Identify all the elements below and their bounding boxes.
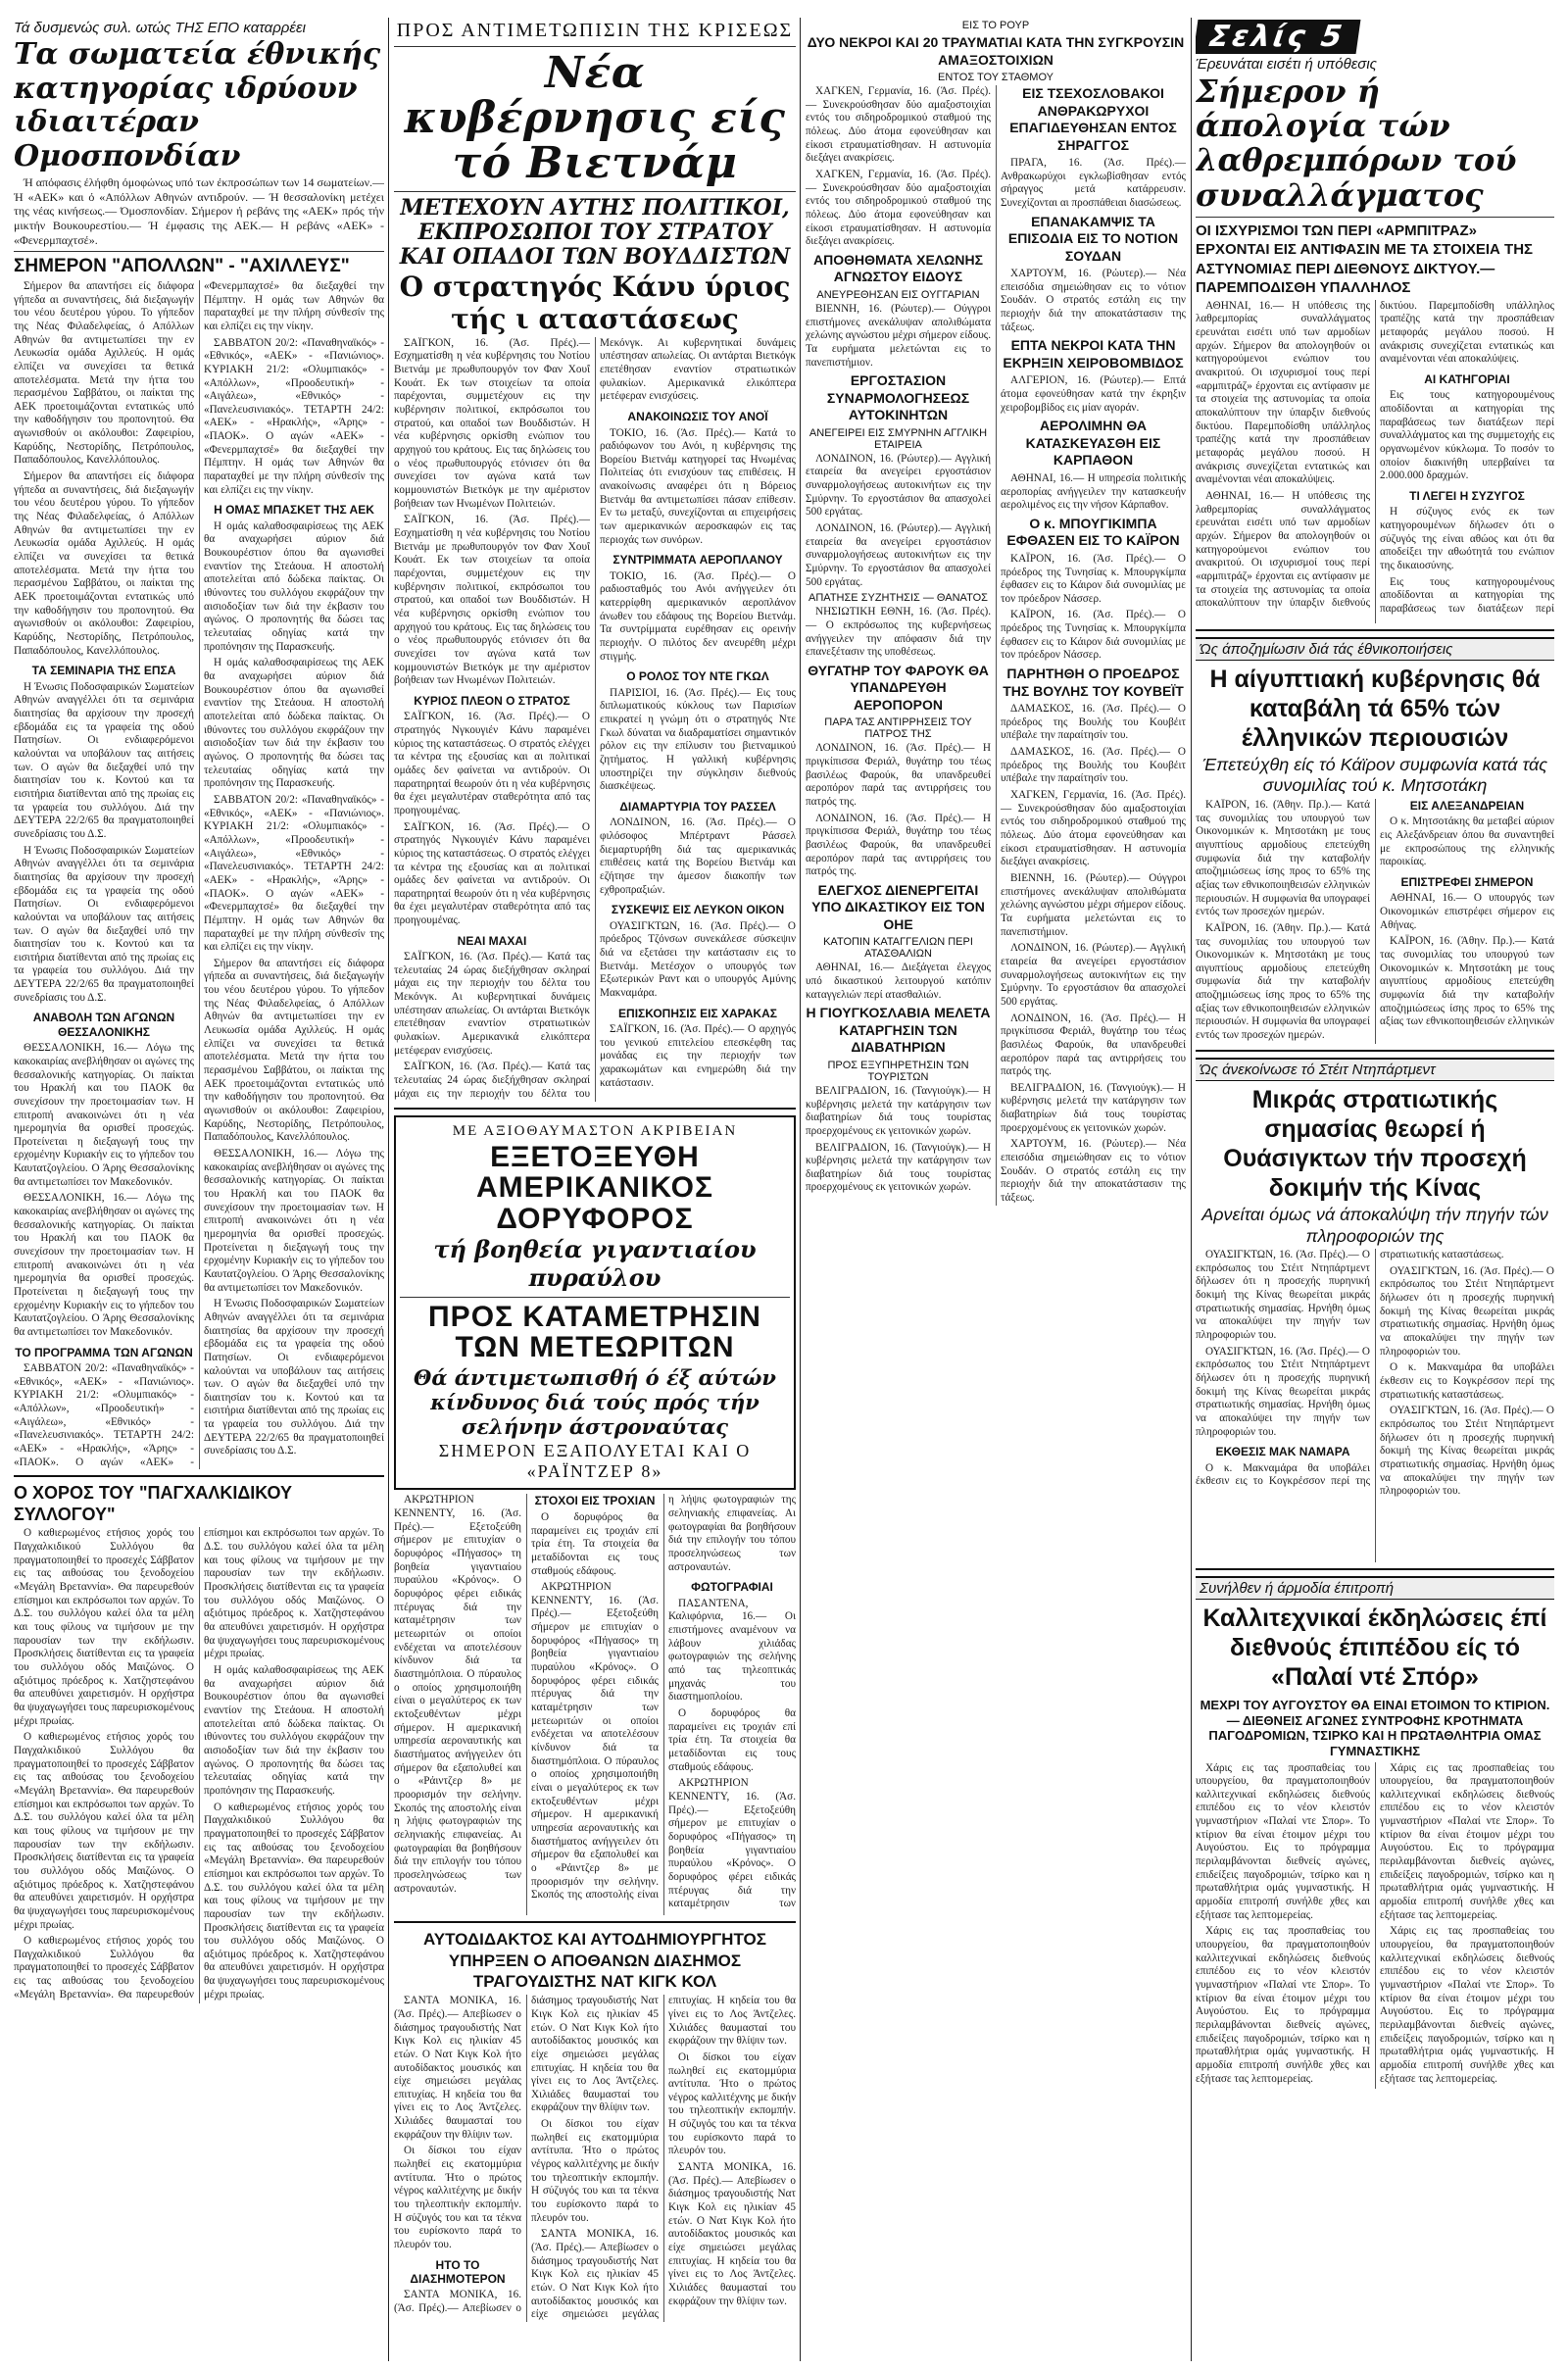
sports-column (14, 18, 384, 2361)
paragraph: ΣΑΒΒΑΤΟΝ 20/2: «Παναθηναϊκός» - «Εθνικός», «ΑΕΚ» - «Πανιώνιος». ΚΥΡΙΑΚΗ 21/2: «Ολυμπιακός» - «Απόλλων», «Προοδευτική» - «Αιγάλεω», «Εθνικός» - «Πανελευσινιακός». ΤΕΤΑΡΤΗ 24/2: «ΑΕΚ» - «Ηρακλής», «Άρης» - «ΠΑΟΚ». Ο αγών «ΑΕΚ» - «Φενερμπαχτσέ» θα διεξαχθεί την Πέμπτην. Η ομάς των Αθηνών θα παραταχθεί με την πλήρη σύνθεσίν της και ελπίζει εις την νίκην. (14, 279, 384, 1468)
paragraph: ΔΑΜΑΣΚΟΣ, 16. (Άσ. Πρές).— Ο πρόεδρος της Βουλής του Κουβέιτ υπέβαλε την παραίτησίν του. (1001, 703, 1186, 742)
subheadline: ΕΝΤΟΣ ΤΟΥ ΣΤΑΘΜΟΥ (938, 72, 1054, 83)
subheadline: Ο στρατηγός Κάνυ ύριος τής ι αταστάσεως (399, 271, 791, 335)
headline: Καλλιτεχνικαί έκδηλώσεις έπί διεθνούς έπιπέδου είς τό «Παλαί ντέ Σπόρ» (1202, 1605, 1547, 1692)
paragraph: ΟΥΑΣΙΓΚΤΩΝ, 16. (Άσ. Πρές).— Ο εκπρόσωπος του Στέιτ Ντηπάρτμεντ δήλωσεν ότι η προσεχής πυρηνική δοκιμή της Κίνας θεωρείται μικράς στρατιωτικής σημασίας. Ηρνήθη όμως να αποκαλύψει την πηγήν των πληροφοριών του. (1196, 1345, 1370, 1438)
kicker: Συνήλθεν ή άρμοδία έπιτροπή (1196, 1576, 1554, 1600)
paragraph: ΠΡΑΓΑ, 16. (Άσ. Πρές).— Ανθρακωρύχοι εγκλωβίσθησαν εντός σήραγγος μετά κατάρρευσιν. Συνεχίζονται αι προσπάθειαι διασώσεως. (1001, 157, 1186, 209)
paragraph: ΑΘΗΝΑΙ, 16.— Η υπόθεσις της λαθρεμπορίας συναλλάγματος ερευνάται εισέτι υπό των αρμοδίων αρχών. Σήμερον θα απολογηθούν οι κατηγορούμενοι ενώπιον του ανακριτού. Οι ισχυρισμοί τους περί «αρμπιτράζ» έρχονται εις αντίφασιν με τα στοιχεία της αστυνομίας τα οποία αποκαλύπτουν την ύπαρξιν διεθνούς δικτύου. Παρεμποδίσθη υπάλληλος τραπέζης κατά την προσπάθειαν μεταφοράς μεγάλου ποσού. Η ανάκρισις συνεχίζεται εντατικώς και αναμένονται νέαι αποκαλύψεις. (1196, 299, 1370, 486)
article-body (1196, 1762, 1554, 2090)
paragraph: ΑΚΡΩΤΗΡΙΟΝ ΚΕΝΝΕΝΤΥ, 16. (Άσ. Πρές).— Εξετοξεύθη σήμερον με επιτυχίαν ο δορυφόρος «Πήγασος» τη βοηθεία γιγαντιαίου πυραύλου «Κρόνος». Ο δορυφόρος φέρει ειδικάς πτέρυγας διά την καταμέτρησιν των μετεωριτών οι οποίοι ενδέχεται να αποτελέσουν κίνδυνον διά τα διαστημόπλοια. Ο πύραυλος ο οποίος χρησιμοποιήθη είναι ο μεγαλύτερος εκ των εκτοξευθέντων μέχρι σήμερον. Η αμερικανική υπηρεσία αεροναυτικής και διαστήματος ανήγγειλεν ότι σήμερον θα εξαπολυθεί και ο «Ράιντζερ 8» με προορισμόν την σελήνην. Σκοπός της αποστολής είναι η λήψις φωτογραφιών της σεληνιακής επιφανείας. Αι φωτογραφίαι θα βοηθήσουν διά την επιλογήν του τόπου προσεληνώσεως των αστροναυτών. (394, 1494, 521, 1895)
article-body (394, 1995, 796, 2322)
paragraph: Ο καθιερωμένος ετήσιος χορός του Παγχαλκιδικού Συλλόγου θα πραγματοποιηθεί το προσεχές Σάββατον εις τας αιθούσας του ξενοδοχείου «Μεγάλη Βρεταννία». Θα παρευρεθούν επίσημοι και εκπρόσωποι των αρχών. Το Δ.Σ. του συλλόγου καλεί όλα τα μέλη και τους φίλους να τιμήσουν με την παρουσίαν των την εκδήλωσιν. Προσκλήσεις διατίθενται εις τα γραφεία του συλλόγου οδός Μαιζώνος. Ο αξιότιμος πρόεδρος κ. Χατζηστεφάνου θα απευθύνει χαιρετισμόν. Η ορχήστρα θα ψυχαγωγήσει τους παρευρισκομένους μέχρι πρωίας. (14, 1527, 194, 1727)
paragraph: Ο κ. Μακναμάρα θα υποβάλει έκθεσιν εις το Κογκρέσσον περί της στρατιωτικής καταστάσεως. (1196, 1249, 1504, 1488)
paragraph: ΟΥΑΣΙΓΚΤΩΝ, 16. (Άσ. Πρές).— Ο εκπρόσωπος του Στέιτ Ντηπάρτμεντ δήλωσεν ότι η προσεχής πυρηνική δοκιμή της Κίνας θεωρείται μικράς στρατιωτικής σημασίας. Ηρνήθη όμως να αποκαλύψει την πηγήν των πληροφοριών του. (1380, 1264, 1554, 1358)
subheadline: Η ΟΜΑΣ ΜΠΑΣΚΕΤ ΤΗΣ ΑΕΚ (214, 503, 374, 518)
subheadline: ΦΩΤΟΓΡΑΦΙΑΙ (691, 1580, 773, 1595)
subheadline: ΠΡΟΣ ΚΑΤΑΜΕΤΡΗΣΙΝ ΤΩΝ ΜΕΤΕΩΡΙΤΩΝ (428, 1300, 761, 1364)
headline: Σήμερον ή άπολογία τών λαθρεμπόρων τού συναλλάγματος (1196, 73, 1517, 214)
paragraph: ΠΑΡΙΣΙΟΙ, 16. (Άσ. Πρές).— Εις τους διπλωματικούς κύκλους των Παρισίων επικρατεί η γνώμη ότι ο στρατηγός Ντε Γκωλ δύναται να διαδραματίσει σημαντικόν ρόλον εις την επίλυσιν του βιετναμικού ζητήματος. Η γαλλική κυβέρνησις υποστηρίζει την σύγκλησιν διεθνούς διασκέψεως. (600, 686, 796, 793)
topline: ΕΙΣ ΤΟ ΡΟΥΡ (961, 20, 1030, 31)
paragraph: Ο κ. Μητσοτάκης θα μεταβεί αύριον εις Αλεξάνδρειαν όπου θα συναντηθεί με εκπροσώπους της ελληνικής παροικίας. (1380, 815, 1554, 868)
article-body (1196, 300, 1554, 623)
paragraph: ΧΑΓΚΕΝ, Γερμανία, 16. (Άσ. Πρές).— Συνεκρούσθησαν δύο αμαξοστοιχίαι εντός του σιδηροδρομικού σταθμού της πόλεως. Δύο άτομα εφονεύθησαν και είκοσι ετραυματίσθησαν. Η αστυνομία διεξάγει ανακρίσεις. (806, 168, 991, 248)
deck: ΜΕΤΕΧΟΥΝ ΑΥΤΗΣ ΠΟΛΙΤΙΚΟΙ, ΕΚΠΡΟΣΩΠΟΙ ΤΟΥ ΣΤΡΑΤΟΥ ΚΑΙ ΟΠΑΔΟΙ ΤΩΝ ΒΟΥΔΔΙΣΤΩΝ (399, 194, 791, 271)
article-body (394, 1494, 796, 1915)
headline: ΕΛΕΓΧΟΣ ΔΙΕΝΕΡΓΕΙΤΑΙ ΥΠΟ ΔΙΚΑΣΤΙΚΟΥ ΕΙΣ ΤΟΝ ΟΗΕ (811, 881, 985, 932)
paragraph: ΣΑΪΓΚΟΝ, 16. (Άσ. Πρές).— Ο στρατηγός Νγκουγιέν Κάνυ παραμένει κύριος της καταστάσεως. Ο στρατός ελέγχει τα κέντρα της εξουσίας και αι πολιτικαί ομάδες δεν φαίνεται να αντιδρούν. Οι παρατηρηταί θεωρούν ότι η νέα κυβέρνησις θα έχει μεγαλυτέραν σταθερότητα από τας προηγουμένας. (394, 711, 590, 816)
paragraph: ΛΟΝΔΙΝΟΝ, 16. (Άσ. Πρές).— Η πριγκίπισσα Φεριάλ, θυγάτηρ του τέως βασιλέως Φαρούκ, θα υπανδρευθεί αεροπόρον παρά τας αντιρρήσεις του πατρός της. (806, 812, 991, 878)
subheadline: ΣΥΣΚΕΨΙΣ ΕΙΣ ΛΕΥΚΟΝ ΟΙΚΟΝ (611, 903, 785, 917)
subheadline: ΑΝΕΓΕΙΡΕΙ ΕΙΣ ΣΜΥΡΝΗΝ ΑΓΓΛΙΚΗ ΕΤΑΙΡΕΙΑ (808, 426, 988, 451)
paragraph: Εις τους κατηγορουμένους αποδίδονται αι κατηγορίαι της παραβάσεως των διατάξεων περί (1380, 575, 1554, 615)
paragraph: ΒΙΕΝΝΗ, 16. (Ρώυτερ).— Ούγγροι επιστήμονες ανεκάλυψαν απολιθώματα χελώνης αγνώστου μέχρι σήμερον είδους. Τα ευρήματα μελετώνται εις το πανεπιστήμιον. (806, 302, 991, 369)
article-body (394, 337, 796, 1102)
headline: ΑΥΤΟΔΙΔΑΚΤΟΣ ΚΑΙ ΑΥΤΟΔΗΜΙΟΥΡΓΗΤΟΣ ΥΠΗΡΞΕΝ Ο ΑΠΟΘΑΝΩΝ ΔΙΑΣΗΜΟΣ ΤΡΑΓΟΥΔΙΣΤΗΣ ΝΑΤ ΚΙΓΚ ΚΟΛ (423, 1930, 766, 1991)
headline: Η αίγυπτιακή κυβέρνησις θά καταβάλη τά 65% τών έλληνικών περιουσιών (1209, 665, 1541, 752)
section-logo: Σελίς 5 (1196, 20, 1360, 54)
paragraph: ΤΟΚΙΟ, 16. (Άσ. Πρές).— Κατά το ραδιόφωνον του Ανόι, η κυβέρνησις της Βορείου Βιετνάμ κατηγορεί τας Ηνωμένας Πολιτείας ότι ενισχύουν τας επιθέσεις. Η ανακοίνωσις αναφέρει ότι η Βόρειος Βιετνάμ θα αντιμετωπίσει πάσαν επίθεσιν. Εν τω μεταξύ, συνεχίζονται αι επιχειρήσεις των αμερικανικών αεροσκαφών εις τας περιοχάς των συνόρων. (600, 426, 796, 546)
paragraph: ΑΘΗΝΑΙ, 16.— Διεξάγεται έλεγχος υπό δικαστικού λειτουργού κατόπιν καταγγελιών περί ατασθαλιών. (806, 962, 991, 1001)
paragraph: ΠΑΣΑΝΤΕΝΑ, Καλιφόρνια, 16.— Οι επιστήμονες αναμένουν να λάβουν χιλιάδας φωτογραφιών της σελήνης από τας τηλεοπτικάς μηχανάς του διαστημοπλοίου. (668, 1597, 796, 1704)
paragraph: ΚΑΪΡΟΝ, 16. (Άσ. Πρές).— Ο πρόεδρος της Τυνησίας κ. Μπουργκίμπα έφθασεν εις το Κάιρον διά συνομιλίας με τον πρόεδρον Νάσσερ. (1001, 552, 1186, 605)
subheadline: ΠΑΡΑ ΤΑΣ ΑΝΤΙΡΡΗΣΕΙΣ ΤΟΥ ΠΑΤΡΟΣ ΤΗΣ (824, 716, 972, 741)
paragraph: Ο καθιερωμένος ετήσιος χορός του Παγχαλκιδικού Συλλόγου θα πραγματοποιηθεί το προσεχές Σάββατον εις τας αιθούσας του ξενοδοχείου «Μεγάλη Βρεταννία». Θα παρευρεθούν επίσημοι και εκπρόσωποι των αρχών. Το Δ.Σ. του συλλόγου καλεί όλα τα μέλη και τους φίλους να τιμήσουν με την παρουσίαν των την εκδήλωσιν. Προσκλήσεις διατίθενται εις τα γραφεία του συλλόγου οδός Μαιζώνος. Ο αξιότιμος πρόεδρος κ. Χατζηστεφάνου θα απευθύνει χαιρετισμόν. Η ορχήστρα θα ψυχαγωγήσει τους παρευρισκομένους μέχρι πρωίας. (204, 1801, 384, 2001)
topline: ΠΡΟΣ ΑΝΤΙΜΕΤΩΠΙΣΙΝ ΤΗΣ ΚΡΙΣΕΩΣ (396, 20, 794, 41)
subheadline: ΑΝΕΥΡΕΘΗΣΑΝ ΕΙΣ ΟΥΓΓΑΡΙΑΝ (816, 288, 980, 301)
paragraph: ΚΑΪΡΟΝ, 16. (Άθην. Πρ.).— Κατά τας συνομιλίας του υπουργού των Οικονομικών κ. Μητσοτάκη με τους αιγυπτίους αρμοδίους επετεύχθη συμφωνία διά την καταβολήν αποζημιώσεως ίσης προς το 65% της αξίας των εθνικοποιηθεισών ελληνικών (1380, 935, 1554, 1028)
kicker: Ώς άποζημίωσιν διά τάς έθνικοποιήσεις (1196, 637, 1554, 661)
vietnam-column (394, 18, 796, 2361)
subheadline: ΑΙ ΚΑΤΗΓΟΡΙΑΙ (1424, 372, 1510, 387)
headline: Μικράς στρατιωτικής σημασίας θεωρεί ή Ουάσιγκτων τήν προσεχή δοκιμήν τής Κίνας (1223, 1085, 1527, 1202)
paragraph: ΛΟΝΔΙΝΟΝ, 16. (Ρώυτερ).— Αγγλική εταιρεία θα ανεγείρει εργοστάσιον συναρμολογήσεως αυτοκινήτων εις την Σμύρνην. Το εργοστάσιον θα απασχολεί 500 εργάτας. (806, 452, 991, 519)
subheadline: ΝΕΑΙ ΜΑΧΑΙ (457, 933, 527, 948)
deck: Αρνείται όμως νά άποκαλύψη τήν πηγήν τών πληροφοριών της (1201, 1204, 1548, 1246)
news-briefs-column (806, 18, 1186, 2361)
article-body (1196, 1249, 1554, 1562)
paragraph: ΛΟΝΔΙΝΟΝ, 16. (Άσ. Πρές).— Η πριγκίπισσα Φεριάλ, θυγάτηρ του τέως βασιλέως Φαρούκ, θα υπανδρευθεί αεροπόρον παρά τας αντιρρήσεις του πατρός της. (806, 742, 991, 808)
headline: Νέα κυβέρνησις είς τό Βιετνάμ (404, 48, 786, 189)
paragraph: Η ομάς καλαθοσφαιρίσεως της ΑΕΚ θα αναχωρήσει αύριον διά Βουκουρέστιον όπου θα αγωνισθεί εναντίον της Στεάουα. Η αποστολή αποτελείται από δώδεκα παίκτας. Οι ιθύνοντες του συλλόγου εκφράζουν την αισιοδοξίαν των διά την έκβασιν του αγώνος. Ο προπονητής θα δώσει τας τελευταίας οδηγίας κατά την προπόνησιν της Παρασκευής. (204, 519, 384, 653)
paragraph: ΟΥΑΣΙΓΚΤΩΝ, 16. (Άσ. Πρές).— Ο εκπρόσωπος του Στέιτ Ντηπάρτμεντ δήλωσεν ότι η προσεχής πυρηνική δοκιμή της Κίνας θεωρείται μικράς στρατιωτικής σημασίας. Ηρνήθη όμως να αποκαλύψει την πηγήν των πληροφοριών του. (1196, 1249, 1370, 1342)
article-body (806, 85, 1186, 1206)
paragraph: ΛΟΝΔΙΝΟΝ, 16. (Ρώυτερ).— Αγγλική εταιρεία θα ανεγείρει εργοστάσιον συναρμολογήσεως αυτοκινήτων εις την Σμύρνην. Το εργοστάσιον θα απασχολεί 500 εργάτας. (806, 521, 991, 588)
paragraph: Σήμερον θα απαντήσει είς διάφορα γήπεδα αι συναντήσεις, διά διεξαγωγήν του νέου δευτέρου γύρου. Το γήπεδον της Νέας Φιλαδελφείας, ό Απόλλων Αθηνών θα αντιμετωπίσει την εν Λευκωσία ομάδα Αχιλλεύς. Η ομάς ελπίζει να συνεχίσει τα θετικά αποτελέσματα. Μετά την ήττα του περασμένου Σαββάτου, οι παίκται της ΑΕΚ προετοιμάζονται εντατικώς υπό την καθοδήγησιν του προπονητού. Θα αγωνισθούν οι ακόλουθοι: Ζαφειρίου, Καρύδης, Νεστορίδης, Πετρόπουλος, Παπαδόπουλος, Κανελλόπουλος. (204, 957, 384, 1144)
paragraph: ΑΛΓΕΡΙΟΝ, 16. (Ρώυτερ).— Επτά άτομα εφονεύθησαν κατά την έκρηξιν χειροβομβίδος εις μίαν αγοράν. (1001, 374, 1186, 414)
paragraph: Σήμερον θα απαντήσει είς διάφορα γήπεδα αι συναντήσεις, διά διεξαγωγήν του νέου δευτέρου γύρου. Το γήπεδον της Νέας Φιλαδελφείας, ό Απόλλων Αθηνών θα αντιμετωπίσει την εν Λευκωσία ομάδα Αχιλλεύς. Η ομάς ελπίζει να συνεχίσει τα θετικά αποτελέσματα. Μετά την ήττα του περασμένου Σαββάτου, οι παίκται της ΑΕΚ προετοιμάζονται εντατικώς υπό την καθοδήγησιν του προπονητού. Θα αγωνισθούν οι ακόλουθοι: Ζαφειρίου, Καρύδης, Νεστορίδης, Πετρόπουλος, Παπαδόπουλος, Κανελλόπουλος. (14, 279, 194, 467)
paragraph: Χάρις εις τας προσπαθείας του υπουργείου, θα πραγματοποιηθούν καλλιτεχνικαί εκδηλώσεις διεθνούς επιπέδου εις το νέον κλειστόν γυμναστήριον «Παλαί ντε Σπορ». Το κτίριον θα είναι έτοιμον μέχρι του Αυγούστου. Εις το πρόγραμμα περιλαμβάνονται διεθνείς αγώνες, επιδείξεις παγοδρομιών, τσίρκο και η πρωταθλήτρια ομάς γυμναστικής. Η αρμοδία επιτροπή συνήλθε χθες και εξήτασε τας λεπτομερείας. (1196, 1925, 1370, 2085)
headline: ΕΡΓΟΣΤΑΣΙΟΝ ΣΥΝΑΡΜΟΛΟΓΗΣΕΩΣ ΑΥΤΟΚΙΝΗΤΩΝ (826, 372, 970, 423)
paragraph: ΘΕΣΣΑΛΟΝΙΚΗ, 16.— Λόγω της κακοκαιρίας ανεβλήθησαν οι αγώνες της θεσσαλονικής κατηγορίας. Οι παίκται του Ηρακλή και του ΠΑΟΚ θα συνεχίσουν την προετοιμασίαν των. Η επιτροπή ανακοινώνει ότι η νέα ημερομηνία θα ορισθεί προσεχώς. Προτείνεται η διεξαγωγή τους την ερχομένην Κυριακήν εις το γήπεδον του Καυτατζογλείου. Ο Άρης Θεσσαλονίκης θα αντιμετωπίσει τον Μακεδονικόν. (204, 1148, 384, 1294)
paragraph: Χάρις εις τας προσπαθείας του υπουργείου, θα πραγματοποιηθούν καλλιτεχνικαί εκδηλώσεις διεθνούς επιπέδου εις το νέον κλειστόν γυμναστήριον «Παλαί ντε Σπορ». Το κτίριον θα είναι έτοιμον μέχρι του Αυγούστου. Εις το πρόγραμμα περιλαμβάνονται διεθνείς αγώνες, επιδείξεις παγοδρομιών, τσίρκο και η πρωταθλήτρια ομάς γυμναστικής. Η αρμοδία επιτροπή συνήλθε χθες και εξήτασε τας λεπτομερείας. (1196, 1761, 1370, 1921)
subheadline: ΕΠΙΣΚΟΠΗΣΙΣ ΕΙΣ ΧΑΡΑΚΑΣ (618, 1006, 777, 1020)
paragraph: ΣΑΪΓΚΟΝ, 16. (Άσ. Πρές).— Εσχηματίσθη η νέα κυβέρνησις του Νοτίου Βιετνάμ με πρωθυπουργόν τον Φαν Χουΐ Κουάτ. Εκ των στοιχείων τα οποία παρέχονται, συμμετέχουν εις την κυβέρνησιν πολιτικοί, εκπρόσωποι του στρατού, και οπαδοί των Βουδδιστών. Η νέα κυβέρνησις ορκίσθη ενώπιον του αρχηγού του κράτους. Εις τας δηλώσεις του ο νέος πρωθυπουργός ετόνισεν ότι θα συνεχίσει τον αγώνα κατά των κομμουνιστών Βιετκόγκ με την αμέριστον βοήθειαν των Ηνωμένων Πολιτειών. (394, 336, 590, 510)
subheadline: ΤΟ ΠΡΟΓΡΑΜΜΑ ΤΩΝ ΑΓΩΝΩΝ (15, 1345, 193, 1359)
paragraph: ΘΕΣΣΑΛΟΝΙΚΗ, 16.— Λόγω της κακοκαιρίας ανεβλήθησαν οι αγώνες της θεσσαλονικής κατηγορίας. Οι παίκται του Ηρακλή και του ΠΑΟΚ θα συνεχίσουν την προετοιμασίαν των. Η επιτροπή ανακοινώνει ότι η νέα ημερομηνία θα ορισθεί προσεχώς. Προτείνεται η διεξαγωγή τους την ερχομένην Κυριακήν εις το γήπεδον του Καυτατζογλείου. Ο Άρης Θεσσαλονίκης θα αντιμετωπίσει τον Μακεδονικόν. (14, 1192, 194, 1338)
deck: ΜΕΧΡΙ ΤΟΥ ΑΥΓΟΥΣΤΟΥ ΘΑ ΕΙΝΑΙ ΕΤΟΙΜΟΝ ΤΟ ΚΤΙΡΙΟΝ.— ΔΙΕΘΝΕΙΣ ΑΓΩΝΕΣ ΣΥΝΤΡΟΦΗΣ ΚΡΟΤΗΜΑΤΑ ΠΑΓΟΔΡΟΜΙΩΝ, ΤΣΙΡΚΟ ΚΑΙ Η ΠΡΩΤΑΘΛΗΤΡΙΑ ΟΜΑΣ ΓΥΜΝΑΣΤΙΚΗΣ (1200, 1698, 1550, 1758)
subheadline: ΚΥΡΙΟΣ ΠΛΕΟΝ Ο ΣΤΡΑΤΟΣ (414, 693, 570, 708)
subheadline: ΠΡΟΣ ΕΞΥΠΗΡΕΤΗΣΙΝ ΤΩΝ ΤΟΥΡΙΣΤΩΝ (827, 1059, 969, 1083)
subheadline: ΕΚΘΕΣΙΣ ΜΑΚ ΝΑΜΑΡΑ (1215, 1445, 1350, 1459)
paragraph: ΣΑΝΤΑ ΜΟΝΙΚΑ, 16. (Άσ. Πρές).— Απεβίωσεν ο διάσημος τραγουδιστής Νατ Κιγκ Κολ εις ηλικίαν 45 ετών. Ο Νατ Κιγκ Κολ ήτο αυτοδίδακτος μουσικός και είχε σημειώσει μεγάλας επιτυχίας. Η κηδεία του θα γίνει εις το Λος Άντζελες. Χιλιάδες θαυμασταί του εκφράζουν την θλίψιν των. (668, 2161, 796, 2307)
paragraph: Χάρις εις τας προσπαθείας του υπουργείου, θα πραγματοποιηθούν καλλιτεχνικαί εκδηλώσεις διεθνούς επιπέδου εις το νέον κλειστόν γυμναστήριον «Παλαί ντε Σπορ». Το κτίριον θα είναι έτοιμον μέχρι του Αυγούστου. Εις το πρόγραμμα περιλαμβάνονται διεθνείς αγώνες, επιδείξεις παγοδρομιών, τσίρκο και η πρωταθλήτρια ομάς γυμναστικής. Η αρμοδία επιτροπή συνήλθε χθες και εξήτασε τας λεπτομερείας. (1380, 1761, 1554, 1921)
subheadline: ΗΤΟ ΤΟ ΔΙΑΣΗΜΟΤΕΡΟΝ (410, 2257, 506, 2287)
paragraph: ΣΑΪΓΚΟΝ, 16. (Άσ. Πρές).— Κατά τας τελευταίας 24 ώρας διεξήχθησαν σκληραί μάχαι εις την περιοχήν του δέλτα του Μεκόνγκ. Αι κυβερνητικαί δυνάμεις υπέστησαν απωλείας. Οι αντάρται Βιετκόγκ επετέθησαν εναντίον στρατιωτικών φυλακίων. Αμερικανικά ελικόπτερα μετέφεραν ενισχύσεις. (394, 951, 590, 1057)
paragraph: ΣΑΝΤΑ ΜΟΝΙΚΑ, 16. (Άσ. Πρές).— Απεβίωσεν ο διάσημος τραγουδιστής Νατ Κιγκ Κολ εις ηλικίαν 45 ετών. Ο Νατ Κιγκ Κολ ήτο αυτοδίδακτος μουσικός και είχε σημειώσει μεγάλας επιτυχίας. Η κηδεία του θα γίνει εις το Λος Άντζελες. Χιλιάδες θαυμασταί του εκφράζουν την θλίψιν των. (394, 1995, 521, 2141)
paragraph: ΣΑΒΒΑΤΟΝ 20/2: «Παναθηναϊκός» - «Εθνικός», «ΑΕΚ» - «Πανιώνιος». ΚΥΡΙΑΚΗ 21/2: «Ολυμπιακός» - «Απόλλων», «Προοδευτική» - «Αιγάλεω», «Εθνικός» - «Πανελευσινιακός». ΤΕΤΑΡΤΗ 24/2: «ΑΕΚ» - «Ηρακλής», «Άρης» - «ΠΑΟΚ». Ο αγών «ΑΕΚ» - «Φενερμπαχτσέ» θα διεξαχθεί την Πέμπτην. Η ομάς των Αθηνών θα παραταχθεί με την πλήρη σύνθεσίν της και ελπίζει εις την νίκην. (204, 336, 384, 496)
satellite-article (394, 1115, 796, 1491)
headline: ΑΠΟΘΗΘΜΑΤΑ ΧΕΛΩΝΗΣ ΑΓΝΩΣΤΟΥ ΕΙΔΟΥΣ (813, 251, 983, 285)
paragraph: Οι δίσκοι του είχαν πωληθεί εις εκατομμύρια αντίτυπα. Ήτο ο πρώτος νέγρος καλλιτέχνης με δικήν του τηλεοπτικήν εκπομπήν. Η σύζυγός του και τα τέκνα του ευρίσκοντο παρά το πλευρόν του. (531, 2118, 659, 2224)
paragraph: ΑΘΗΝΑΙ, 16.— Ο υπουργός των Οικονομικών επιστρέφει σήμερον εις Αθήνας. (1380, 892, 1554, 931)
kicker: Έρευνάται εισέτι ή υπόθεσις (1196, 56, 1377, 73)
paragraph: Ο δορυφόρος θα παραμείνει εις τροχιάν επί τρία έτη. Τα στοιχεία θα μεταδίδονται εις τους σταθμούς εδάφους. (531, 1510, 659, 1577)
headline: ΕΙΣ ΤΣΕΧΟΣΛΟΒΑΚΟΙ ΑΝΘΡΑΚΩΡΥΧΟΙ ΕΠΑΓΙΔΕΥΘΗΣΑΝ ΕΝΤΟΣ ΣΗΡΑΓΓΟΣ (1009, 85, 1177, 153)
headline: Η ΓΙΟΥΓΚΟΣΛΑΒΙΑ ΜΕΛΕΤΑ ΚΑΤΑΡΓΗΣΙΝ ΤΩΝ ΔΙΑΒΑΤΗΡΙΩΝ (806, 1005, 991, 1056)
headline: ΕΞΕΤΟΞΕΥΘΗ ΑΜΕΡΙΚΑΝΙΚΟΣ ΔΟΡΥΦΟΡΟΣ (476, 1140, 713, 1235)
paragraph: ΣΑΝΤΑ ΜΟΝΙΚΑ, 16. (Άσ. Πρές).— Απεβίωσεν ο διάσημος τραγουδιστής Νατ Κιγκ Κολ εις ηλικίαν 45 ετών. Ο Νατ Κιγκ Κολ ήτο αυτοδίδακτος μουσικός και είχε σημειώσει μεγάλας επιτυχίας. Η κηδεία του θα γίνει εις το Λος Άντζελες. Χιλιάδες θαυμασταί του εκφράζουν την θλίψιν των. (531, 1995, 796, 2321)
topline: ΜΕ ΑΞΙΟΘΑΥΜΑΣΤΟΝ ΑΚΡΙΒΕΙΑΝ (452, 1122, 738, 1139)
headline: ΕΠΑΝΑΚΑΜΨΙΣ ΤΑ ΕΠΙΣΟΔΙΑ ΕΙΣ ΤΟ ΝΟΤΙΟΝ ΣΟΥΔΑΝ (1007, 213, 1179, 264)
paragraph: Εις τους κατηγορουμένους αποδίδονται αι κατηγορίαι της παραβάσεως των διατάξεων περί συναλλάγματος και της συμμετοχής εις οργανωμένον κύκλωμα. Το ποσόν το οποίον διακινήθη υπερβαίνει τα 2.000.000 δραχμών. (1380, 389, 1554, 482)
subheadline: ΕΠΙΣΤΡΕΦΕΙ ΣΗΜΕΡΟΝ (1400, 874, 1534, 889)
paragraph: Οι δίσκοι του είχαν πωληθεί εις εκατομμύρια αντίτυπα. Ήτο ο πρώτος νέγρος καλλιτέχνης με δικήν του τηλεοπτικήν εκπομπήν. Η σύζυγός του και τα τέκνα του ευρίσκοντο παρά το πλευρόν του. (394, 2145, 521, 2251)
paragraph: ΧΑΡΤΟΥΜ, 16. (Ρώυτερ).— Νέα επεισόδια σημειώθησαν εις το νότιον Σουδάν. Ο στρατός εστάλη εις την περιοχήν διά την αποκατάστασιν της τάξεως. (1001, 268, 1186, 333)
article-body (14, 1527, 384, 2002)
subheadline: ΑΝΑΒΟΛΗ ΤΩΝ ΑΓΩΝΩΝ ΘΕΣΣΑΛΟΝΙΚΗΣ (32, 1011, 175, 1039)
paragraph: ΟΥΑΣΙΓΚΤΩΝ, 16. (Άσ. Πρές).— Ο πρόεδρος Τζόνσων συνεκάλεσε σύσκεψιν διά να εξετάσει την κατάστασιν εις το Βιετνάμ. Μετέσχον ο υπουργός των Εξωτερικών Ραντ και ο υπουργός Αμύνης Μακναμάρα. (600, 919, 796, 1000)
paragraph: ΒΕΛΙΓΡΑΔΙΟΝ, 16. (Τανγιούγκ).— Η κυβέρνησις μελετά την κατάργησιν των διαβατηρίων διά τους τουρίστας προερχομένους εκ γειτονικών χωρών. (806, 1084, 991, 1137)
paragraph: ΚΑΪΡΟΝ, 16. (Άθην. Πρ.).— Κατά τας συνομιλίας του υπουργού των Οικονομικών κ. Μητσοτάκη με τους αιγυπτίους αρμοδίους επετεύχθη συμφωνία διά την καταβολήν αποζημιώσεως ίσης προς το 65% της αξίας των εθνικοποιηθεισών ελληνικών περιουσιών. Η συμφωνία θα υπογραφεί εντός των προσεχών ημερών. (1196, 798, 1370, 918)
paragraph: ΘΕΣΣΑΛΟΝΙΚΗ, 16.— Λόγω της κακοκαιρίας ανεβλήθησαν οι αγώνες της θεσσαλονικής κατηγορίας. Οι παίκται του Ηρακλή και του ΠΑΟΚ θα συνεχίσουν την προετοιμασίαν των. Η επιτροπή ανακοινώνει ότι η νέα ημερομηνία θα ορισθεί προσεχώς. Προτείνεται η διεξαγωγή τους την ερχομένην Κυριακήν εις το γήπεδον του Καυτατζογλείου. Ο Άρης Θεσσαλονίκης θα αντιμετωπίσει τον Μακεδονικόν. (14, 1042, 194, 1188)
paragraph: ΑΚΡΩΤΗΡΙΟΝ ΚΕΝΝΕΝΤΥ, 16. (Άσ. Πρές).— Εξετοξεύθη σήμερον με επιτυχίαν ο δορυφόρος «Πήγασος» τη βοηθεία γιγαντιαίου πυραύλου «Κρόνος». Ο δορυφόρος φέρει ειδικάς πτέρυγας διά την καταμέτρησιν των (668, 1777, 796, 1910)
paragraph: ΒΕΛΙΓΡΑΔΙΟΝ, 16. (Τανγιούγκ).— Η κυβέρνησις μελετά την κατάργησιν των διαβατηρίων διά τους τουρίστας προερχομένους εκ γειτονικών χωρών. (1001, 1081, 1186, 1134)
subheadline: ΣΤΟΧΟΙ ΕΙΣ ΤΡΟΧΙΑΝ (534, 1494, 656, 1508)
paragraph: ΣΑΪΓΚΟΝ, 16. (Άσ. Πρές).— Ο αρχηγός του γενικού επιτελείου επεσκέφθη τας μονάδας εις την περιοχήν των χαρακωμάτων και ενημερώθη διά την κατάστασιν. (600, 1023, 796, 1089)
paragraph: ΚΑΪΡΟΝ, 16. (Άσ. Πρές).— Ο πρόεδρος της Τυνησίας κ. Μπουργκίμπα έφθασεν εις το Κάιρον διά συνομιλίας με τον πρόεδρον Νάσσερ. (1001, 609, 1186, 662)
paragraph: ΟΥΑΣΙΓΚΤΩΝ, 16. (Άσ. Πρές).— Ο εκπρόσωπος του Στέιτ Ντηπάρτμεντ δήλωσεν ότι η προσεχής πυρηνική δοκιμή της Κίνας θεωρείται μικράς στρατιωτικής σημασίας. Ηρνήθη όμως να αποκαλύψει την πηγήν των πληροφοριών του. (1380, 1405, 1554, 1498)
subheadline: ΑΝΑΚΟΙΝΩΣΙΣ ΤΟΥ ΑΝΟΪ (627, 410, 768, 424)
paragraph: ΣΑΒΒΑΤΟΝ 20/2: «Παναθηναϊκός» - «Εθνικός», «ΑΕΚ» - «Πανιώνιος». ΚΥΡΙΑΚΗ 21/2: «Ολυμπιακός» - «Απόλλων», «Προοδευτική» - «Αιγάλεω», «Εθνικός» - «Πανελευσινιακός». ΤΕΤΑΡΤΗ 24/2: «ΑΕΚ» - «Ηρακλής», «Άρης» - «ΠΑΟΚ». Ο αγών «ΑΕΚ» - «Φενερμπαχτσέ» θα διεξαχθεί την Πέμπτην. Η ομάς των Αθηνών θα παραταχθεί με την πλήρη σύνθεσίν της και ελπίζει εις την νίκην. (204, 793, 384, 954)
kicker: Τά δυσμενώς συλ. ωτώς ΤΗΣ ΕΠΟ καταρρέει (14, 20, 306, 36)
headline: ΔΥΟ ΝΕΚΡΟΙ ΚΑΙ 20 ΤΡΑΥΜΑΤΙΑΙ ΚΑΤΑ ΤΗΝ ΣΥΓΚΡΟΥΣΙΝ ΑΜΑΞΟΣΤΟΙΧΙΩΝ (807, 34, 1185, 68)
subheadline: τή βοηθεία γιγαντιαίου πυραύλου (433, 1235, 757, 1293)
paragraph: Η ομάς καλαθοσφαιρίσεως της ΑΕΚ θα αναχωρήσει αύριον διά Βουκουρέστιον όπου θα αγωνισθεί εναντίον της Στεάουα. Η αποστολή αποτελείται από δώδεκα παίκτας. Οι ιθύνοντες του συλλόγου εκφράζουν την αισιοδοξίαν των διά την έκβασιν του αγώνος. Ο προπονητής θα δώσει τας τελευταίας οδηγίας κατά την προπόνησιν της Παρασκευής. (204, 1664, 384, 1797)
subheadline: ΣΥΝΤΡΙΜΜΑΤΑ ΑΕΡΟΠΛΑΝΟΥ (612, 553, 783, 568)
paragraph: ΣΑΝΤΑ ΜΟΝΙΚΑ, 16. (Άσ. Πρές).— Απεβίωσεν ο διάσημος τραγουδιστής Νατ Κιγκ Κολ εις ηλικίαν 45 ετών. Ο Νατ Κιγκ Κολ ήτο αυτοδίδακτος μουσικός και είχε σημειώσει μεγάλας επιτυχίας. Η κηδεία του θα γίνει εις το Λος Άντζελες. Χιλιάδες θαυμασταί του εκφράζουν την θλίψιν των. (394, 1995, 659, 2315)
paragraph: Η Ένωσις Ποδοσφαιρικών Σωματείων Αθηνών αναγγέλλει ότι τα σεμινάρια διαιτησίας θα αρχίσουν την προσεχή εβδομάδα εις τα γραφεία της οδού Πατησίων. Οι ενδιαφερόμενοι καλούνται να υποβάλουν τας αιτήσεις των. Ο αγών θα διεξαχθεί υπό την διαιτησίαν του κ. Κοντού και τα εισιτήρια διατίθενται από της πρωίας εις τα γραφεία του συλλόγου. Διά την ΔΕΥΤΕΡΑ 22/2/65 θα πραγματοποιηθεί συνεδρίασις του Δ.Σ. (14, 844, 194, 1004)
deck: Θά άντιμετωπισθή ό έξ αύτών κίνδυνος διά τούς πρός τήν σελήνην άστροναύτας (414, 1364, 776, 1440)
paragraph: ΔΑΜΑΣΚΟΣ, 16. (Άσ. Πρές).— Ο πρόεδρος της Βουλής του Κουβέιτ υπέβαλε την παραίτησίν του. (1001, 746, 1186, 785)
paragraph: ΛΟΝΔΙΝΟΝ, 16. (Άσ. Πρές).— Ο φιλόσοφος Μπέρτραντ Ράσσελ διεμαρτυρήθη διά τας αμερικανικάς επιθέσεις κατά της Βορείου Βιετνάμ και εζήτησε την άμεσον διακοπήν των εχθροπραξιών. (600, 816, 796, 896)
paragraph: ΣΑΪΓΚΟΝ, 16. (Άσ. Πρές).— Ο στρατηγός Νγκουγιέν Κάνυ παραμένει κύριος της καταστάσεως. Ο στρατός ελέγχει τα κέντρα της εξουσίας και αι πολιτικαί ομάδες δεν φαίνεται να αντιδρούν. Οι παρατηρηταί θεωρούν ότι η νέα κυβέρνησις θα έχει μεγαλυτέραν σταθερότητα από τας προηγουμένας. (394, 820, 590, 927)
paragraph: ΧΑΓΚΕΝ, Γερμανία, 16. (Άσ. Πρές).— Συνεκρούσθησαν δύο αμαξοστοιχίαι εντός του σιδηροδρομικού σταθμού της πόλεως. Δύο άτομα εφονεύθησαν και είκοσι ετραυματίσθησαν. Η αστυνομία διεξάγει ανακρίσεις. (1001, 789, 1186, 868)
subheadline: Ο ΧΟΡΟΣ ΤΟΥ "ΠΑΓΧΑΛΚΙΔΙΚΟΥ ΣΥΛΛΟΓΟΥ" (14, 1483, 292, 1524)
paragraph: Σήμερον θα απαντήσει είς διάφορα γήπεδα αι συναντήσεις, διά διεξαγωγήν του νέου δευτέρου γύρου. Το γήπεδον της Νέας Φιλαδελφείας, ό Απόλλων Αθηνών θα αντιμετωπίσει την εν Λευκωσία ομάδα Αχιλλεύς. Η ομάς ελπίζει να συνεχίσει τα θετικά αποτελέσματα. Μετά την ήττα του περασμένου Σαββάτου, οι παίκται της ΑΕΚ προετοιμάζονται εντατικώς υπό την καθοδήγησιν του προπονητού. Θα αγωνισθούν οι ακόλουθοι: Ζαφειρίου, Καρύδης, Νεστορίδης, Πετρόπουλος, Παπαδόπουλος, Κανελλόπουλος. (14, 470, 194, 657)
paragraph: ΝΗΣΙΩΤΙΚΗ ΕΘΝΗ, 16. (Άσ. Πρές).— Ο εκπρόσωπος της κυβερνήσεως ανήγγειλεν την απόφασιν διά την επανεξέτασιν της υποθέσεως. (806, 606, 991, 659)
subheadline: ΔΙΑΜΑΡΤΥΡΙΑ ΤΟΥ ΡΑΣΣΕΛ (619, 800, 776, 815)
article-body (1196, 799, 1554, 1044)
paragraph: Η ομάς καλαθοσφαιρίσεως της ΑΕΚ θα αναχωρήσει αύριον διά Βουκουρέστιον όπου θα αγωνισθεί εναντίον της Στεάουα. Η αποστολή αποτελείται από δώδεκα παίκτας. Οι ιθύνοντες του συλλόγου εκφράζουν την αισιοδοξίαν των διά την έκβασιν του αγώνος. Ο προπονητής θα δώσει τας τελευταίας οδηγίας κατά την προπόνησιν της Παρασκευής. (204, 657, 384, 790)
paragraph: ΣΑΪΓΚΟΝ, 16. (Άσ. Πρές).— Κατά τας τελευταίας 24 ώρας διεξήχθησαν σκληραί μάχαι εις την περιοχήν του δέλτα του Μεκόνγκ. Αι κυβερνητικαί δυνάμεις υπέστησαν απωλείας. Οι αντάρται Βιετκόγκ επετέθησαν εναντίον στρατιωτικών φυλακίων. Αμερικανικά ελικόπτερα μετέφεραν ενισχύσεις. (394, 336, 796, 1100)
paragraph: ΒΕΛΙΓΡΑΔΙΟΝ, 16. (Τανγιούγκ).— Η κυβέρνησις μελετά την κατάργησιν των διαβατηρίων διά τους τουρίστας προερχομένους εκ γειτονικών χωρών. (806, 1141, 991, 1194)
paragraph: Οι δίσκοι του είχαν πωληθεί εις εκατομμύρια αντίτυπα. Ήτο ο πρώτος νέγρος καλλιτέχνης με δικήν του τηλεοπτικήν εκπομπήν. Η σύζυγός του και τα τέκνα του ευρίσκοντο παρά το πλευρόν του. (668, 2050, 796, 2157)
column-divider (388, 18, 389, 2361)
paragraph: ΑΘΗΝΑΙ, 16.— Η υπόθεσις της λαθρεμπορίας συναλλάγματος ερευνάται εισέτι υπό των αρμοδίων αρχών. Σήμερον θα απολογηθούν οι κατηγορούμενοι ενώπιον του ανακριτού. Οι ισχυρισμοί τους περί «αρμπιτράζ» έρχονται εις αντίφασιν με τα στοιχεία της αστυνομίας τα οποία αποκαλύπτουν την ύπαρξιν διεθνούς δικτύου. Παρεμποδίσθη υπάλληλος τραπέζης κατά την προσπάθειαν μεταφοράς μεγάλου ποσού. Η ανάκρισις συνεχίζεται εντατικώς και αναμένονται νέαι αποκαλύψεις. (1196, 299, 1554, 610)
paragraph: Η Ένωσις Ποδοσφαιρικών Σωματείων Αθηνών αναγγέλλει ότι τα σεμινάρια διαιτησίας θα αρχίσουν την προσεχή εβδομάδα εις τα γραφεία της οδού Πατησίων. Οι ενδιαφερόμενοι καλούνται να υποβάλουν τας αιτήσεις των. Ο αγών θα διεξαχθεί υπό την διαιτησίαν του κ. Κοντού και τα εισιτήρια διατίθενται από της πρωίας εις τα γραφεία του συλλόγου. Διά την ΔΕΥΤΕΡΑ 22/2/65 θα πραγματοποιηθεί συνεδρίασις του Δ.Σ. (204, 1298, 384, 1457)
paragraph: ΧΑΡΤΟΥΜ, 16. (Ρώυτερ).— Νέα επεισόδια σημειώθησαν εις το νότιον Σουδάν. Ο στρατός εστάλη εις την περιοχήν διά την αποκατάστασιν της τάξεως. (1001, 1138, 1186, 1205)
paragraph: ΚΑΪΡΟΝ, 16. (Άθην. Πρ.).— Κατά τας συνομιλίας του υπουργού των Οικονομικών κ. Μητσοτάκη με τους αιγυπτίους αρμοδίους επετεύχθη συμφωνία διά την καταβολήν αποζημιώσεως ίσης προς το 65% της αξίας των εθνικοποιηθεισών ελληνικών περιουσιών. Η συμφωνία θα υπογραφεί εντός των προσεχών ημερών. (1196, 921, 1370, 1042)
paragraph: ΑΚΡΩΤΗΡΙΟΝ ΚΕΝΝΕΝΤΥ, 16. (Άσ. Πρές).— Εξετοξεύθη σήμερον με επιτυχίαν ο δορυφόρος «Πήγασος» τη βοηθεία γιγαντιαίου πυραύλου «Κρόνος». Ο δορυφόρος φέρει ειδικάς πτέρυγας διά την καταμέτρησιν των μετεωριτών οι οποίοι ενδέχεται να αποτελέσουν κίνδυνον διά τα διαστημόπλοια. Ο πύραυλος ο οποίος χρησιμοποιήθη είναι ο μεγαλύτερος εκ των εκτοξευθέντων μέχρι σήμερον. Η αμερικανική υπηρεσία αεροναυτικής και διαστήματος ανήγγειλεν ότι σήμερον θα εξαπολυθεί και ο «Ράιντζερ 8» με προορισμόν την σελήνην. Σκοπός της αποστολής είναι η λήψις φωτογραφιών της σεληνιακής επιφανείας. Αι φωτογραφίαι θα βοηθήσουν διά την επιλογήν του τόπου προσεληνώσεως των αστροναυτών. (531, 1494, 796, 1902)
paragraph: ΤΟΚΙΟ, 16. (Άσ. Πρές).— Ο ραδιοσταθμός του Ανόι ανήγγειλεν ότι κατερρίφθη αμερικανικόν αεροπλάνον άνωθεν του εδάφους της Βορείου Βιετνάμ. Τα συντρίμματα ευρέθησαν εις ορεινήν περιοχήν. Ο πιλότος δεν ανευρέθη μέχρι στιγμής. (600, 569, 796, 663)
subheadline: ΑΠΑΤΗΣΕ ΣΥΖΗΤΗΣΙΣ — ΘΑΝΑΤΟΣ (808, 592, 988, 605)
headline: ΘΥΓΑΤΗΡ ΤΟΥ ΦΑΡΟΥΚ ΘΑ ΥΠΑΝΔΡΕΥΘΗ ΑΕΡΟΠΟΡΟΝ (808, 662, 989, 713)
paragraph: Ο καθιερωμένος ετήσιος χορός του Παγχαλκιδικού Συλλόγου θα πραγματοποιηθεί το προσεχές Σάββατον εις τας αιθούσας του ξενοδοχείου «Μεγάλη Βρεταννία». Θα παρευρεθούν επίσημοι και εκπρόσωποι των αρχών. Το Δ.Σ. του συλλόγου καλεί όλα τα μέλη και τους φίλους να τιμήσουν με την παρουσίαν των την εκδήλωσιν. Προσκλήσεις διατίθενται εις τα γραφεία του συλλόγου οδός Μαιζώνος. Ο αξιότιμος πρόεδρος κ. Χατζηστεφάνου θα απευθύνει χαιρετισμόν. Η ορχήστρα θα ψυχαγωγήσει τους παρευρισκομένους μέχρι πρωίας. (14, 1731, 194, 1931)
subheadline: Ο ΡΟΛΟΣ ΤΟΥ ΝΤΕ ΓΚΩΛ (626, 669, 769, 684)
subheadline: ΤΑ ΣΕΜΙΝΑΡΙΑ ΤΗΣ ΕΠΣΑ (31, 664, 176, 678)
subheadline: ΚΑΤΟΠΙΝ ΚΑΤΑΓΓΕΛΙΩΝ ΠΕΡΙ ΑΤΑΣΘΑΛΙΩΝ (823, 936, 973, 961)
kicker: Ώς άνεκοίνωσε τό Στέιτ Ντηπάρτμεντ (1196, 1058, 1554, 1081)
paragraph: ΧΑΓΚΕΝ, Γερμανία, 16. (Άσ. Πρές).— Συνεκρούσθησαν δύο αμαξοστοιχίαι εντός του σιδηροδρομικού σταθμού της πόλεως. Δύο άτομα εφονεύθησαν και είκοσι ετραυματίσθησαν. Η αστυνομία διεξάγει ανακρίσεις. (806, 85, 991, 165)
paragraph: Ο δορυφόρος θα παραμείνει εις τροχιάν επί τρία έτη. Τα στοιχεία θα μεταδίδονται εις τους σταθμούς εδάφους. (668, 1707, 796, 1773)
paragraph: Η Ένωσις Ποδοσφαιρικών Σωματείων Αθηνών αναγγέλλει ότι τα σεμινάρια διαιτησίας θα αρχίσουν την προσεχή εβδομάδα εις τα γραφεία της οδού Πατησίων. Οι ενδιαφερόμενοι καλούνται να υποβάλουν τας αιτήσεις των. Ο αγών θα διεξαχθεί υπό την διαιτησίαν του κ. Κοντού και τα εισιτήρια διατίθενται από της πρωίας εις τα γραφεία του συλλόγου. Διά την ΔΕΥΤΕΡΑ 22/2/65 θα πραγματοποιηθεί συνεδρίασις του Δ.Σ. (14, 680, 194, 840)
lead-paragraph: Ή απόφασις έλήφθη όμοφώνως υπό των έκπροσώπων των 14 σωματείων.— Ή «ΑΕΚ» και ό «Απόλλων Αθηνών αντιδρούν. — Ή θεσσαλονίκη μετέχει της νέας κινήσεως.— Όμοσπονδίαν. Σήμερον ή ρεβάνς της «ΑΕΚ» πρός τήν μικτήν Βουκουρεστίου.— Ή έμφασις της ΑΕΚ.— Η ρεβάνς «ΑΕΚ» - «Φενερμπαχτσέ». (14, 175, 384, 247)
subheadline: ΕΙΣ ΑΛΕΞΑΝΔΡΕΙΑΝ (1409, 798, 1525, 813)
column-divider (1191, 18, 1192, 2361)
headline: Ο κ. ΜΠΟΥΓΙΚΙΜΠΑ ΕΦΘΑΣΕΝ ΕΙΣ ΤΟ ΚΑΪΡΟΝ (1006, 515, 1180, 549)
column-divider (800, 18, 801, 2361)
headline: ΑΕΡΟΛΙΜΗΝ ΘΑ ΚΑΤΑΣΚΕΥΑΣΘΗ ΕΙΣ ΚΑΡΠΑΘΟΝ (1025, 418, 1161, 469)
paragraph: ΛΟΝΔΙΝΟΝ, 16. (Άσ. Πρές).— Η πριγκίπισσα Φεριάλ, θυγάτηρ του τέως βασιλέως Φαρούκ, θα υπανδρευθεί αεροπόρον παρά τας αντιρρήσεις του πατρός της. (1001, 1012, 1186, 1078)
paragraph: ΛΟΝΔΙΝΟΝ, 16. (Ρώυτερ).— Αγγλική εταιρεία θα ανεγείρει εργοστάσιον συναρμολογήσεως αυτοκινήτων εις την Σμύρνην. Το εργοστάσιον θα απασχολεί 500 εργάτας. (1001, 942, 1186, 1008)
paragraph: ΑΘΗΝΑΙ, 16.— Η υπηρεσία πολιτικής αεροπορίας ανήγγειλεν την κατασκευήν αερολιμένος εις την νήσον Κάρπαθον. (1001, 471, 1186, 512)
paragraph: ΒΙΕΝΝΗ, 16. (Ρώυτερ).— Ούγγροι επιστήμονες ανεκάλυψαν απολιθώματα χελώνης αγνώστου μέχρι σήμερον είδους. Τα ευρήματα μελετώνται εις το πανεπιστήμιον. (1001, 871, 1186, 938)
paragraph: Ο καθιερωμένος ετήσιος χορός του Παγχαλκιδικού Συλλόγου θα πραγματοποιηθεί το προσεχές Σάββατον εις τας αιθούσας του ξενοδοχείου «Μεγάλη Βρεταννία». Θα παρευρεθούν επίσημοι και εκπρόσωποι των αρχών. Το Δ.Σ. του συλλόγου καλεί όλα τα μέλη και τους φίλους να τιμήσουν με την παρουσίαν των την εκδήλωσιν. Προσκλήσεις διατίθενται εις τα γραφεία του συλλόγου οδός Μαιζώνος. Ο αξιότιμος πρόεδρος κ. Χατζηστεφάνου θα απευθύνει χαιρετισμόν. Η ορχήστρα θα ψυχαγωγήσει τους παρευρισκομένους μέχρι πρωίας. (14, 1527, 384, 2001)
headline: ΠΑΡΗΤΗΘΗ Ο ΠΡΟΕΔΡΟΣ ΤΗΣ ΒΟΥΛΗΣ ΤΟΥ ΚΟΥΒΕΪΤ (1003, 666, 1184, 699)
paragraph: Η σύζυγος ενός εκ των κατηγορουμένων δήλωσεν ότι ο σύζυγός της είναι αθώος και ότι θα αποδείξει την αθωότητά του ενώπιον της δικαιοσύνης. (1380, 506, 1554, 572)
paragraph: Χάρις εις τας προσπαθείας του υπουργείου, θα πραγματοποιηθούν καλλιτεχνικαί εκδηλώσεις διεθνούς επιπέδου εις το νέον κλειστόν γυμναστήριον «Παλαί ντε Σπορ». Το κτίριον θα είναι έτοιμον μέχρι του Αυγούστου. Εις το πρόγραμμα περιλαμβάνονται διεθνείς αγώνες, επιδείξεις παγοδρομιών, τσίρκο και η πρωταθλήτρια ομάς γυμναστικής. Η αρμοδία επιτροπή συνήλθε χθες και εξήτασε τας λεπτομερείας. (1380, 1925, 1554, 2085)
deck: ΟΙ ΙΣΧΥΡΙΣΜΟΙ ΤΩΝ ΠΕΡΙ «ΑΡΜΠΙΤΡΑΖ» ΕΡΧΟΝΤΑΙ ΕΙΣ ΑΝΤΙΦΑΣΙΝ ΜΕ ΤΑ ΣΤΟΙΧΕΙΑ ΤΗΣ ΑΣΤΥΝΟΜΙΑΣ ΠΕΡΙ ΔΙΕΘΝΟΥΣ ΔΙΚΤΥΟΥ.— ΠΑΡΕΜΠΟΔΙΣΘΗ ΥΠΑΛΛΗΛΟΣ (1196, 222, 1534, 297)
headline: Τα σωματεία έθνικής κατηγορίας ιδρύουν ιδιαιτέραν Ομοσπονδίαν (14, 37, 381, 173)
main-news-column (1196, 18, 1554, 2361)
subheadline: ΣΗΜΕΡΟΝ "ΑΠΟΛΛΩΝ" - "ΑΧΙΛΛΕΥΣ" (14, 256, 350, 277)
paragraph: Ο κ. Μακναμάρα θα υποβάλει έκθεσιν εις το Κογκρέσσον περί της στρατιωτικής καταστάσεως. (1380, 1361, 1554, 1401)
paragraph: ΣΑΪΓΚΟΝ, 16. (Άσ. Πρές).— Εσχηματίσθη η νέα κυβέρνησις του Νοτίου Βιετνάμ με πρωθυπουργόν τον Φαν Χουΐ Κουάτ. Εκ των στοιχείων τα οποία παρέχονται, συμμετέχουν εις την κυβέρνησιν πολιτικοί, εκπρόσωποι του στρατού, και οπαδοί των Βουδδιστών. Η νέα κυβέρνησις ορκίσθη ενώπιον του αρχηγού του κράτους. Εις τας δηλώσεις του ο νέος πρωθυπουργός ετόνισεν ότι θα συνεχίσει τον αγώνα κατά των κομμουνιστών Βιετκόγκ με την αμέριστον βοήθειαν των Ηνωμένων Πολιτειών. (394, 514, 590, 687)
deck: Έπετεύχθη είς τό Κάϊρον συμφωνία κατά τάς συνομιλίας τού κ. Μητσοτάκη (1202, 754, 1547, 796)
headline: ΕΠΤΑ ΝΕΚΡΟΙ ΚΑΤΑ ΤΗΝ ΕΚΡΗΞΙΝ ΧΕΙΡΟΒΟΜΒΙΔΟΣ (1003, 337, 1184, 370)
subdeck: ΣΗΜΕΡΟΝ ΕΞΑΠΟΛΥΕΤΑΙ ΚΑΙ Ο «ΡΑΪΝΤΖΕΡ 8» (438, 1441, 752, 1482)
subheadline: ΤΙ ΛΕΓΕΙ Η ΣΥΖΥΓΟΣ (1409, 489, 1525, 504)
article-body (14, 280, 384, 1469)
